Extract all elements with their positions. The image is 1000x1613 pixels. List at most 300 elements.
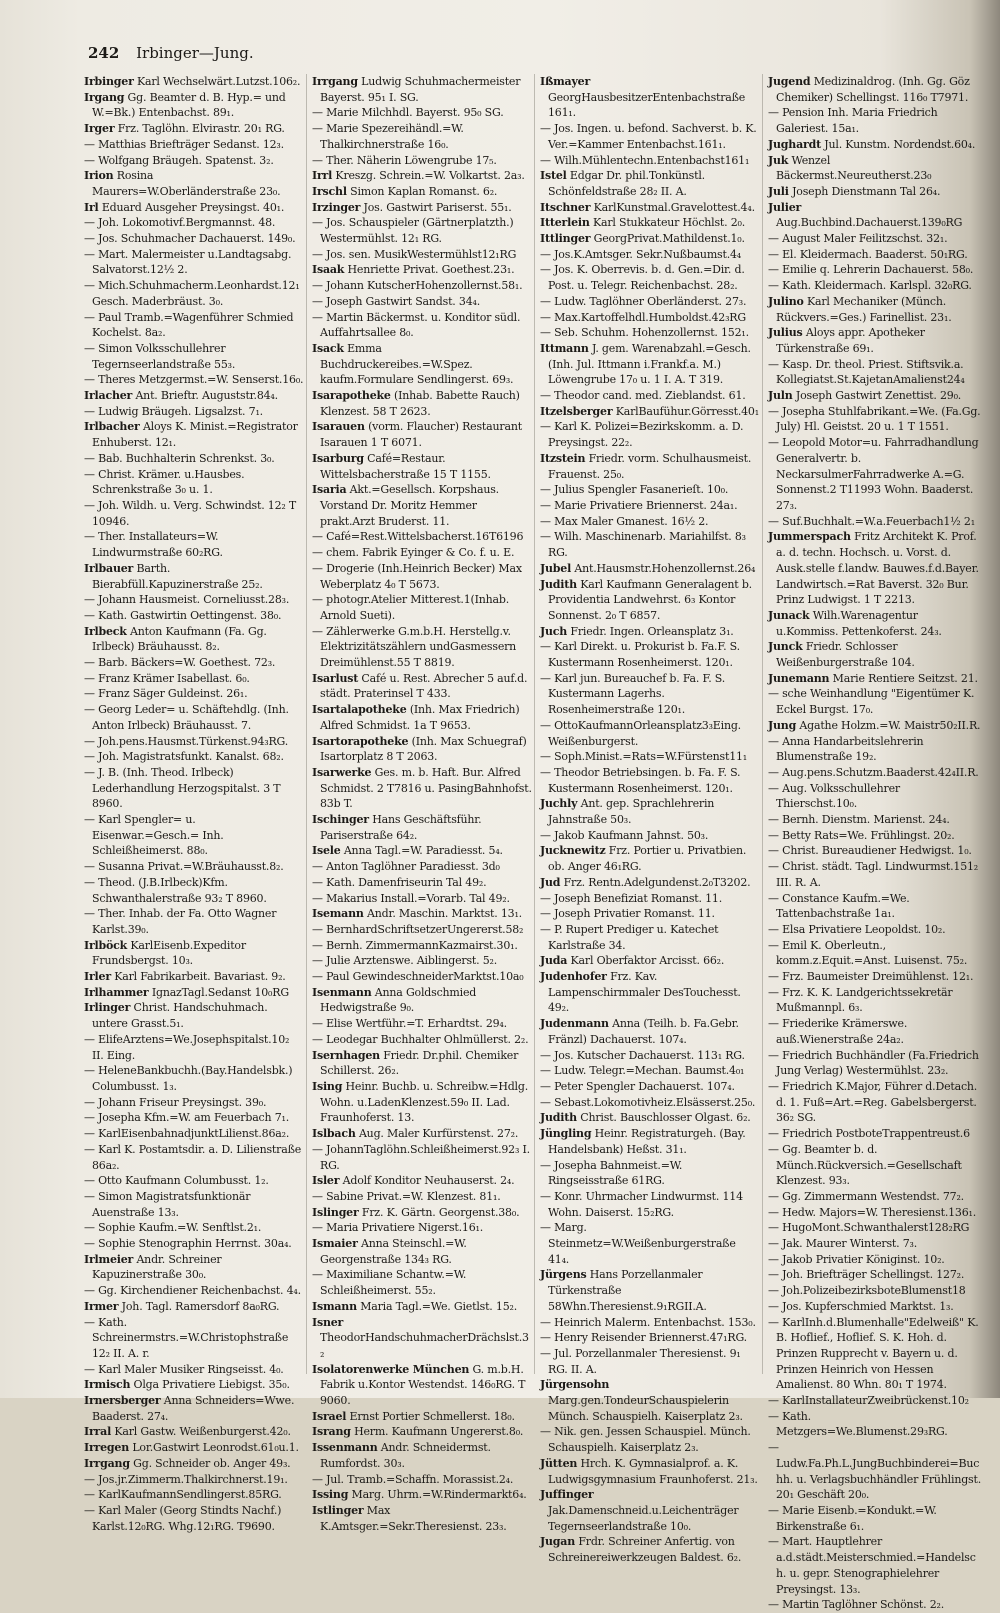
entry-text: — Jos. Kupferschmied Marktst. 1₃.: [768, 1299, 954, 1313]
directory-entry: [312, 545, 532, 561]
directory-entry: [768, 1189, 982, 1205]
column-divider: [762, 74, 763, 1374]
directory-entry: [768, 1393, 982, 1409]
directory-entry: [84, 702, 304, 733]
directory-entry: [540, 451, 760, 482]
entry-text: — Marie Milchhdl. Bayerst. 95₀ SG.: [312, 106, 504, 120]
directory-entry: [540, 310, 760, 326]
directory-entry: [312, 1409, 532, 1425]
directory-entry: [768, 639, 982, 670]
entry-text: Maria Tagl.=We. Gietlst. 15₂.: [360, 1299, 517, 1313]
entry-text: — Mart. Malermeister u.Landtagsabg. Salvatorst.12½ 2.: [84, 247, 292, 277]
directory-entry: [84, 1095, 304, 1111]
directory-entry: [540, 1110, 760, 1126]
entry-text: KarlBaufühur.Görresst.40₁: [615, 404, 759, 418]
entry-text: Karl Wechselwärt.Lutzst.106₂.: [137, 75, 301, 88]
directory-entry: [312, 310, 532, 341]
entry-text: Frz. Taglöhn. Elvirastr. 20₁ RG.: [117, 122, 285, 136]
directory-entry: [84, 938, 304, 969]
entry-text: — Wilh.Mühlentechn.Entenbachst161₁: [540, 153, 750, 167]
directory-entry: [84, 985, 304, 1001]
entry-text: Hrch. K. Gymnasialprof. a. K. Ludwigsgymnasium Fraunhoferst. 21₃.: [548, 1456, 758, 1486]
entry-surname: Isarwerke: [312, 765, 372, 779]
directory-entry: [84, 388, 304, 404]
directory-entry: [768, 1267, 982, 1283]
directory-entry: [84, 1487, 304, 1503]
entry-text: Max K.Amtsger.=Sekr.Theresienst. 23₃.: [320, 1503, 507, 1533]
entry-surname: Juk: [768, 153, 789, 167]
entry-surname: Jüngling: [540, 1127, 592, 1141]
entry-text: — Makarius Install.=Vorarb. Tal 49₂.: [312, 891, 510, 905]
directory-entry: [312, 200, 532, 216]
directory-entry: [312, 734, 532, 765]
directory-entry: [768, 843, 982, 859]
entry-text: — Jakob Privatier Königinst. 10₂.: [768, 1252, 945, 1266]
column-4: [768, 74, 982, 1612]
entry-text: — Christ. städt. Tagl. Lindwurmst.151₂ III. R. A.: [768, 860, 979, 889]
entry-text: — Gg. Kirchendiener Reichenbachst. 4₄.: [84, 1284, 301, 1298]
directory-entry: [540, 1189, 760, 1220]
entry-text: — Sophie Kaufm.=W. Senftlst.2₁.: [84, 1221, 262, 1235]
directory-entry: [540, 1315, 760, 1331]
directory-entry: [312, 1236, 532, 1267]
entry-text: Rosina Maurers=W.Oberländerstraße 23₀.: [92, 169, 281, 198]
directory-entry: [312, 247, 532, 263]
entry-surname: Judenmann: [540, 1017, 609, 1031]
entry-surname: Isenmann: [312, 985, 372, 999]
directory-entry: [540, 1456, 760, 1487]
entry-text: — Franz Säger Guldeinst. 26₁.: [84, 687, 248, 701]
directory-entry: [312, 953, 532, 969]
entry-text: Frdr. Schreiner Anfertig. von Schreinereiwerkzeugen Baldest. 6₂.: [548, 1535, 742, 1565]
entry-text: — OttoKaufmannOrleansplatz3₃Eing. Weißenburgerst.: [540, 718, 741, 748]
directory-entry: [312, 388, 532, 419]
directory-entry: [768, 137, 982, 153]
directory-entry: [768, 828, 982, 844]
directory-entry: [84, 1236, 304, 1252]
directory-entry: [540, 1126, 760, 1157]
directory-entry: [540, 262, 760, 293]
entry-text: — Jos. Schauspieler (Gärtnerplatzth.) Westermühlst. 12₁ RG.: [312, 216, 514, 246]
directory-entry: [768, 1016, 982, 1047]
directory-entry: [84, 341, 304, 372]
directory-entry: [768, 529, 982, 608]
directory-entry: [312, 1126, 532, 1142]
directory-entry: [84, 765, 304, 812]
entry-surname: Juchly: [540, 797, 578, 811]
directory-entry: [84, 153, 304, 169]
directory-entry: [84, 215, 304, 231]
directory-entry: [312, 215, 532, 246]
entry-surname: Isaak: [312, 263, 345, 277]
entry-text: Henriette Privat. Goethest.23₁.: [347, 263, 515, 277]
entry-text: — Kath. Schreinermstrs.=W.Christophstraße 12₂ II. A. r.: [84, 1315, 289, 1360]
directory-entry: [768, 1503, 982, 1534]
directory-entry: [312, 922, 532, 938]
entry-text: — Karl Direkt. u. Prokurist b. Fa.F. S. Kustermann Rosenheimerst. 120₁.: [540, 640, 740, 670]
entry-surname: Isemann: [312, 907, 364, 921]
directory-entry: [540, 828, 760, 844]
entry-text: — Sabine Privat.=W. Klenzest. 81₁.: [312, 1189, 501, 1203]
entry-surname: Istel: [540, 169, 567, 183]
directory-entry: [540, 74, 760, 121]
entry-text: Andr. Maschin. Marktst. 13₁.: [367, 907, 522, 921]
entry-text: — Wilh. Maschinenarb. Mariahilfst. 8₃ RG.: [540, 530, 746, 560]
entry-surname: Isler: [312, 1174, 340, 1188]
entry-surname: Issing: [312, 1488, 349, 1502]
directory-entry: [84, 1063, 304, 1094]
directory-entry: [540, 843, 760, 874]
entry-text: Heinr. Buchb. u. Schreibw.=Hdlg. Wohn. u.LadenKlenzest.59₀ II. Lad. Fraunhoferst. 13.: [320, 1080, 529, 1125]
entry-text: — Johann Hausmeist. Corneliusst.28₃.: [84, 593, 290, 607]
entry-text: — Theres Metzgermst.=W. Senserst.16₀.: [84, 373, 304, 387]
entry-surname: Ittlinger: [540, 232, 591, 246]
directory-entry: [312, 969, 532, 985]
entry-text: — Sebast.Lokomotivheiz.Elsässerst.25₀.: [540, 1095, 756, 1109]
entry-text: — Pension Inh. Maria Friedrich Galeriest. 15a₁.: [768, 106, 938, 136]
entry-surname: Jummerspach: [768, 530, 851, 544]
entry-text: — Karl K. Polizei=Bezirkskomm. a. D. Preysingst. 22₂.: [540, 420, 744, 450]
entry-surname: Isolatorenwerke München: [312, 1362, 470, 1376]
entry-text: — Maria Privatiere Nigerst.16₁.: [312, 1221, 484, 1235]
entry-text: — Aug.pens.Schutzm.Baaderst.42₄II.R.: [768, 765, 979, 779]
entry-text: (Inh. Max Schuegraf) Isartorplatz 8 T 2063.: [320, 734, 527, 764]
entry-text: Emma Buchdruckereibes.=W.Spez. kaufm.Formulare Sendlingerst. 69₃.: [320, 341, 514, 387]
directory-entry: [312, 875, 532, 891]
directory-entry: [84, 812, 304, 859]
entry-text: Anna Steinschl.=W. Georgenstraße 134₃ RG.: [320, 1237, 467, 1266]
directory-entry: [768, 514, 982, 530]
directory-entry: [84, 137, 304, 153]
entry-text: — Friederike Krämerswe. auß.Wienerstraße 24a₂.: [768, 1017, 908, 1046]
entry-surname: Ismaier: [312, 1237, 358, 1251]
entry-text: Jos. Gastwirt Pariserst. 55₁.: [363, 200, 512, 214]
entry-text: Friedr. Ingen. Orleansplatz 3₁.: [570, 624, 734, 638]
entry-text: — Paul GewindeschneiderMarktst.10a₀: [312, 970, 524, 984]
directory-entry: [84, 278, 304, 309]
entry-text: — Jos. sen. MusikWestermühlst12₁RG: [312, 247, 517, 261]
entry-text: — Paul Tramb.=Wagenführer Schmied Kochelst. 8a₂.: [84, 310, 294, 340]
column-2: [312, 74, 532, 1533]
entry-text: GeorgPrivat.Mathildenst.1₀.: [593, 232, 745, 246]
entry-text: — Leodegar Buchhalter Ohlmüllerst. 2₂.: [312, 1032, 529, 1046]
entry-text: — Sophie Stenographin Herrnst. 30a₄.: [84, 1237, 292, 1251]
entry-text: Ant.Hausmstr.Hohenzollernst.26₄: [574, 561, 756, 575]
directory-entry: [84, 749, 304, 765]
entry-text: — Konr. Uhrmacher Lindwurmst. 114 Wohn. Daiserst. 15₂RG.: [540, 1189, 743, 1219]
entry-text: Marg.gen.TondeurSchauspielerin Münch. Schauspielh. Kaiserplatz 2₃.: [548, 1394, 743, 1423]
entry-text: Ant. Brieftr. Auguststr.84₄.: [135, 389, 278, 403]
entry-surname: Isernhagen: [312, 1048, 380, 1062]
entry-text: — Ther. Installateurs=W. Lindwurmstraße 60₂RG.: [84, 530, 223, 560]
entry-text: — Jul. Tramb.=Schaffn. Morassist.2₄.: [312, 1472, 514, 1486]
entry-text: — Friedrich Buchhändler (Fa.Friedrich Jung Verlag) Westermühlst. 23₂.: [768, 1048, 979, 1078]
entry-text: TheodorHandschuhmacherDrächslst.3₂: [320, 1331, 529, 1360]
directory-entry: [540, 561, 760, 577]
directory-entry: [312, 624, 532, 671]
entry-text: — Christ. Krämer. u.Hausbes. Schrenkstraße 3₀ u. 1.: [84, 467, 245, 497]
entry-surname: Julius: [768, 326, 803, 340]
entry-surname: Istlinger: [312, 1503, 364, 1517]
directory-entry: [84, 1377, 304, 1393]
entry-text: — photogr.Atelier Mitterest.1(Inhab. Arnold Sueti).: [312, 593, 510, 622]
entry-text: Ant. gep. Sprachlehrerin Jahnstraße 50₃.: [548, 797, 715, 827]
entry-surname: Juch: [540, 624, 568, 638]
entry-text: — Ther. Inhab. der Fa. Otto Wagner Karlst.39₀.: [84, 907, 277, 936]
entry-surname: Ittmann: [540, 341, 589, 355]
entry-text: — Ludwig Bräugeh. Ligsalzst. 7₁.: [84, 404, 263, 418]
entry-text: — KarlEisenbahnadjunktLilienst.86a₂.: [84, 1127, 290, 1141]
entry-text: — Friedrich PostboteTrappentreust.6: [768, 1127, 970, 1141]
entry-text: — Max.Kartoffelhdl.Humboldst.42₃RG: [540, 310, 746, 324]
directory-entry: [768, 922, 982, 938]
entry-surname: Irlmeier: [84, 1252, 134, 1266]
directory-entry: [84, 1299, 304, 1315]
entry-text: Friedr. vorm. Schulhausmeist. Frauenst. 25₀.: [548, 451, 752, 481]
entry-text: Gg. Beamter d. B. Hyp.= und W.=Bk.) Entenbachst. 89₁.: [92, 90, 286, 120]
directory-entry: [540, 671, 760, 718]
entry-surname: Irrgang: [312, 75, 358, 88]
entry-surname: Irmer: [84, 1299, 119, 1313]
entry-text: — Marie Eisenb.=Kondukt.=W. Birkenstraße 6₁.: [768, 1503, 937, 1533]
entry-text: Lor.Gastwirt Leonrodst.61₀u.1.: [132, 1441, 299, 1455]
directory-entry: [768, 278, 982, 294]
entry-text: — Josepha Stuhlfabrikant.=We. (Fa.Gg. July) Hl. Geistst. 20 u. 1 T 1551.: [768, 404, 981, 434]
directory-entry: [84, 1142, 304, 1173]
entry-text: — Henry Reisender Briennerst.47₁RG.: [540, 1331, 747, 1345]
entry-text: — Ludw. Telegr.=Mechan. Baumst.4₀₁: [540, 1064, 745, 1078]
entry-text: — Simon Volksschullehrer Tegernseerlandstraße 55₃.: [84, 341, 236, 371]
directory-entry: [768, 1126, 982, 1142]
entry-text: — Jos.jr.Zimmerm.Thalkirchnerst.19₁.: [84, 1472, 288, 1486]
entry-surname: Irgang: [84, 90, 125, 104]
directory-entry: [84, 529, 304, 560]
directory-entry: [540, 1377, 760, 1424]
entry-surname: Isarburg: [312, 451, 364, 465]
entry-surname: Irlbeck: [84, 624, 127, 638]
entry-text: — Elsa Privatiere Leopoldst. 10₂.: [768, 922, 946, 936]
entry-text: — ElifeArztens=We.Josephspitalst.10₂ II. Eing.: [84, 1032, 290, 1062]
entry-text: Joh. Tagl. Ramersdorf 8a₀RG.: [121, 1299, 280, 1313]
directory-entry: [312, 1079, 532, 1126]
entry-text: — Jakob Kaufmann Jahnst. 50₃.: [540, 828, 709, 842]
entry-text: — Ludw. Taglöhner Oberländerst. 27₃.: [540, 294, 747, 308]
directory-entry: [84, 561, 304, 592]
directory-entry: [768, 1283, 982, 1299]
entry-text: Kreszg. Schrein.=W. Volkartst. 2a₃.: [335, 169, 525, 183]
entry-text: — Joh. Wildh. u. Verg. Schwindst. 12₂ T 10946.: [84, 498, 297, 528]
entry-text: — Bernh. ZimmermannKazmairst.30₁.: [312, 938, 518, 952]
directory-entry: [84, 90, 304, 121]
entry-surname: Jubel: [540, 561, 572, 575]
entry-text: — Julius Spengler Fasanerieſt. 10₀.: [540, 483, 729, 497]
directory-entry: [768, 435, 982, 514]
entry-text: — Martin Taglöhner Schönst. 2₂.: [768, 1598, 945, 1612]
directory-entry: [540, 922, 760, 953]
entry-text: Andr. Schreiner Kapuzinerstraße 30₀.: [92, 1252, 222, 1282]
entry-text: Wenzel Bäckermst.Neureutherst.23₀: [776, 153, 932, 183]
entry-text: — Ludw.Fa.Ph.L.JungBuchbinderei=Buchh. u. Verlagsbuchhändler Frühlingst. 20₁ Geschäft 20₀.: [768, 1441, 982, 1502]
entry-text: Frz. Rentn.Adelgundenst.2₀T3202.: [563, 875, 751, 889]
entry-text: Aug.Buchbind.Dachauerst.139₀RG: [776, 216, 963, 230]
entry-text: Ernst Portier Schmellerst. 18₀.: [349, 1409, 515, 1423]
directory-entry: [540, 639, 760, 670]
directory-entry: [768, 781, 982, 812]
entry-surname: Israel: [312, 1409, 347, 1423]
entry-text: — Martin Bäckermst. u. Konditor südl. Auffahrtsallee 8₀.: [312, 310, 521, 340]
entry-text: Medizinaldrog. (Inh. Gg. Göz Chemiker) Schellingst. 116₀ T7971.: [776, 75, 970, 104]
entry-text: — Joh. Briefträger Schellingst. 127₂.: [768, 1268, 965, 1282]
directory-entry: [540, 514, 760, 530]
directory-entry: [312, 184, 532, 200]
directory-entry: [312, 1142, 532, 1173]
entry-surname: Itterlein: [540, 216, 590, 230]
directory-entry: [540, 1534, 760, 1565]
directory-entry: [540, 121, 760, 152]
column-1: [84, 74, 304, 1533]
entry-surname: Julino: [768, 294, 804, 308]
directory-entry: [84, 906, 304, 937]
entry-text: — Elise Wertführ.=T. Erhardtst. 29₄.: [312, 1017, 507, 1031]
entry-text: — Theodor Betriebsingen. b. Fa. F. S. Kustermann Rosenheimerst. 120₁.: [540, 765, 741, 795]
entry-text: Adolf Konditor Neuhauserst. 2₄.: [342, 1174, 515, 1188]
directory-entry: [84, 451, 304, 467]
entry-text: — Matthias Briefträger Sedanst. 12₃.: [84, 137, 284, 151]
directory-entry: [84, 1503, 304, 1534]
directory-entry: [312, 419, 532, 450]
entry-text: — Heinrich Malerm. Entenbachst. 153₀.: [540, 1315, 756, 1329]
entry-text: Gg. Schneider ob. Anger 49₃.: [133, 1456, 291, 1470]
directory-entry: [768, 671, 982, 687]
directory-entry: [768, 891, 982, 922]
directory-entry: [540, 1079, 760, 1095]
page-number: 242: [88, 44, 120, 62]
column-3: [540, 74, 760, 1565]
directory-entry: [84, 624, 304, 655]
entry-text: (vorm. Flaucher) Restaurant Isarauen 1 T 6071.: [320, 420, 522, 450]
directory-entry: [540, 168, 760, 199]
directory-entry: [312, 482, 532, 529]
directory-entry: [540, 1063, 760, 1079]
entry-surname: Itzstein: [540, 451, 586, 465]
entry-text: — Joseph Privatier Romanst. 11.: [540, 907, 715, 921]
entry-text: (Inh. Max Friedrich) Alfred Schmidst. 1a T 9653.: [320, 703, 520, 732]
directory-entry: [540, 529, 760, 560]
entry-text: — Constance Kaufm.=We. Tattenbachstraße 1a₁.: [768, 891, 910, 921]
entry-text: — Joh. Magistratsfunkt. Kanalst. 68₂.: [84, 750, 284, 764]
entry-text: Olga Privatiere Liebigst. 35₀.: [133, 1378, 290, 1392]
directory-entry: [540, 891, 760, 907]
entry-surname: Julier: [768, 200, 802, 214]
entry-surname: Irlacher: [84, 389, 133, 403]
directory-entry: [312, 1016, 532, 1032]
directory-entry: [768, 325, 982, 356]
entry-surname: Ischinger: [312, 813, 369, 827]
entry-text: GeorgHausbesitzerEntenbachstraße 161₁.: [548, 90, 746, 120]
entry-text: — chem. Fabrik Eyinger & Co. f. u. E.: [312, 546, 515, 560]
entry-surname: Jütten: [540, 1456, 578, 1470]
entry-surname: Irlbacher: [84, 420, 140, 434]
entry-text: J. gem. Warenabzahl.=Gesch. (Inh. Jul. Ittmann i.Frankf.a. M.) Löwengrube 17₀ u. 1 I. A. T 319.: [548, 341, 751, 387]
entry-text: Hans Porzellanmaler Türkenstraße 58Whn.Theresienst.9₁RGII.A.: [548, 1268, 707, 1313]
entry-text: — Seb. Schuhm. Hohenzollernst. 152₁.: [540, 326, 749, 340]
directory-entry: [312, 341, 532, 388]
entry-text: — Drogerie (Inh.Heinrich Becker) Max Weberplatz 4₀ T 5673.: [312, 561, 522, 591]
entry-surname: Judith: [540, 1111, 577, 1125]
directory-entry: [84, 1315, 304, 1362]
directory-entry: [312, 529, 532, 545]
directory-entry: [84, 608, 304, 624]
directory-entry: [84, 1424, 304, 1440]
entry-surname: Irlhammer: [84, 985, 149, 999]
directory-entry: [540, 482, 760, 498]
directory-entry: [540, 1048, 760, 1064]
directory-entry: [540, 200, 760, 216]
directory-entry: [768, 105, 982, 136]
directory-entry: [84, 592, 304, 608]
directory-entry: [84, 1000, 304, 1031]
entry-surname: Issenmann: [312, 1441, 378, 1455]
directory-entry: [540, 1330, 760, 1346]
entry-text: — Frz. K. K. Landgerichtssekretär Mußmannpl. 6₃.: [768, 985, 953, 1015]
directory-entry: [768, 262, 982, 278]
directory-entry: [768, 184, 982, 200]
entry-text: — Nik. gen. Jessen Schauspiel. Münch. Schauspielh. Kaiserplatz 2₃.: [540, 1425, 751, 1455]
entry-text: — Marie Privatiere Briennerst. 24a₁.: [540, 498, 738, 512]
entry-text: — Johann KutscherHohenzollernst.58₁.: [312, 279, 523, 293]
entry-text: — Franz Krämer Isabellast. 6₀.: [84, 671, 250, 685]
entry-surname: Isack: [312, 341, 344, 355]
directory-entry: [312, 1315, 532, 1362]
directory-entry: [84, 1252, 304, 1283]
directory-entry: [768, 404, 982, 435]
entry-surname: Jung: [768, 718, 797, 732]
entry-text: — Jak. Maurer Winterst. 7₃.: [768, 1237, 918, 1251]
entry-text: — Emil K. Oberleutn., komm.z.Equit.=Anst. Luisenst. 75₂.: [768, 938, 968, 968]
entry-text: Friedr. Schlosser Weißenburgerstraße 104.: [776, 640, 915, 670]
directory-entry: [84, 200, 304, 216]
entry-text: — August Maler Feilitzschst. 32₁.: [768, 232, 948, 246]
entry-text: — Mich.Schuhmacherm.Leonhardst.12₁ Gesch. Maderbräust. 3₀.: [84, 279, 300, 308]
directory-entry: [84, 404, 304, 420]
directory-entry: [312, 74, 532, 105]
directory-entry: [540, 1267, 760, 1314]
entry-surname: Irlbauer: [84, 561, 134, 575]
entry-text: Anna Tagl.=W. Paradiesst. 5₄.: [343, 844, 503, 858]
entry-text: — Peter Spengler Dachauerst. 107₄.: [540, 1080, 735, 1093]
entry-text: — Frz. Baumeister Dreimühlenst. 12₁.: [768, 970, 974, 984]
entry-surname: Isartorapotheke: [312, 734, 409, 748]
entry-surname: Irrgang: [84, 1456, 130, 1470]
directory-entry: [768, 1315, 982, 1394]
entry-text: Anna Goldschmied Hedwigstraße 9₀.: [320, 985, 477, 1015]
directory-entry: [768, 247, 982, 263]
entry-text: — HugoMont.Schwanthalerst128₂RG: [768, 1221, 970, 1235]
entry-surname: Ißmayer: [540, 75, 591, 88]
directory-entry: [84, 1472, 304, 1488]
directory-entry: [768, 1534, 982, 1597]
directory-entry: [540, 953, 760, 969]
entry-text: — El. Kleidermach. Baaderst. 50₁RG.: [768, 247, 968, 261]
entry-text: Edgar Dr. phil.Tonkünstl. Schönfeldstraße 28₂ II. A.: [548, 169, 705, 198]
entry-text: Christ. Handschuhmach. untere Grasst.5₁.: [92, 1001, 268, 1031]
entry-surname: Irmisch: [84, 1378, 131, 1392]
directory-entry: [84, 1126, 304, 1142]
entry-surname: Juda: [540, 954, 568, 968]
entry-text: — Julie Arztenswe. Aiblingerst. 5₂.: [312, 954, 498, 968]
entry-surname: Irlböck: [84, 938, 128, 952]
entry-text: Jak.Damenschneid.u.Leichenträger Tegernseerlandstraße 10₀.: [548, 1503, 739, 1533]
